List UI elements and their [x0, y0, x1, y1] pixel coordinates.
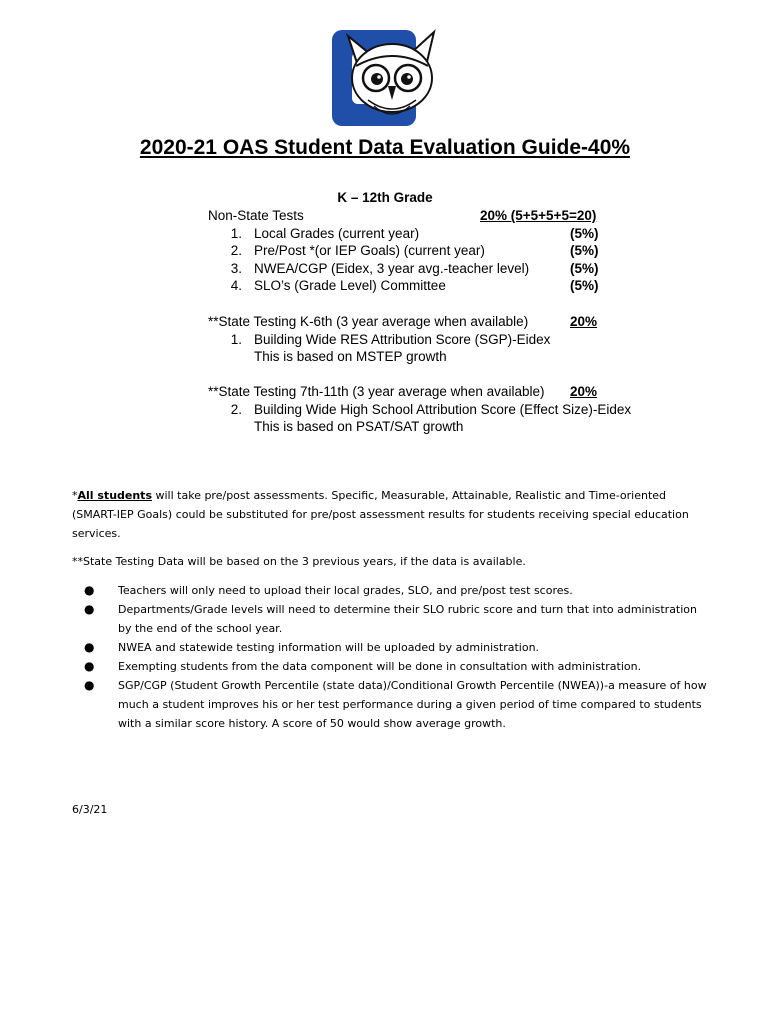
list-item	[72, 657, 712, 676]
bullet-dot-icon: ●	[84, 583, 95, 597]
all-students-emphasis: All students	[77, 489, 152, 502]
list-item	[72, 638, 712, 657]
bullet-text: Departments/Grade levels will need to determine their SLO rubric score and turn that into administration by the end of the school year.	[118, 603, 698, 635]
list-number: 4.	[230, 278, 242, 293]
list-number: 2.	[230, 243, 242, 258]
bullet-dot-icon: ●	[84, 678, 95, 692]
state-k6-item: Building Wide RES Attribution Score (SGP)-Eidex	[254, 332, 551, 347]
state-7-11-pct: 20%	[570, 384, 598, 399]
non-state-item: Local Grades (current year)	[254, 226, 420, 241]
non-state-item: NWEA/CGP (Eidex, 3 year avg.-teacher level)	[254, 261, 530, 276]
page-title: 2020-21 OAS Student Data Evaluation Guide-40%	[139, 136, 631, 159]
non-state-item: SLO’s (Grade Level) Committee	[254, 278, 446, 293]
state-k6-label: **State Testing K-6th (3 year average when available)	[208, 314, 529, 329]
grade-heading: K – 12th Grade	[337, 190, 433, 205]
non-state-item-pct: (5%)	[570, 226, 599, 241]
document-date: 6/3/21	[72, 803, 108, 816]
state-testing-note: **State Testing Data will be based on the 3 previous years, if the data is available.	[72, 555, 526, 568]
non-state-item-pct: (5%)	[570, 278, 599, 293]
owl-logo	[318, 26, 444, 130]
state-7-11-item: Building Wide High School Attribution Score (Effect Size)-Eidex	[254, 402, 632, 417]
non-state-label: Non-State Tests	[208, 208, 304, 223]
bullet-dot-icon: ●	[84, 602, 95, 616]
state-7-11-note: This is based on PSAT/SAT growth	[254, 419, 464, 434]
bullet-dot-icon: ●	[84, 640, 95, 654]
list-item	[72, 600, 712, 638]
non-state-item-pct: (5%)	[570, 261, 599, 276]
state-k6-pct: 20%	[570, 314, 598, 329]
non-state-item: Pre/Post *(or IEP Goals) (current year)	[254, 243, 485, 258]
bullet-list	[72, 581, 712, 733]
list-item	[72, 581, 712, 600]
bullet-text: SGP/CGP (Student Growth Percentile (state data)/Conditional Growth Percentile (NWEA))-a measure of how much a student improves his or her test performance during a given period of time compared to students with a similar score history. A score of 50 would show average growth.	[118, 679, 707, 730]
bullet-dot-icon: ●	[84, 659, 95, 673]
non-state-total: 20% (5+5+5+5=20)	[480, 208, 597, 223]
note-star: *	[72, 489, 78, 502]
list-item	[72, 676, 712, 733]
bullet-text: Exempting students from the data component will be done in consultation with administration.	[118, 660, 642, 673]
bullet-text: NWEA and statewide testing information will be uploaded by administration.	[118, 641, 540, 654]
list-number: 1.	[230, 226, 242, 241]
list-number: 3.	[230, 261, 242, 276]
list-number: 2.	[230, 402, 242, 417]
state-k6-note: This is based on MSTEP growth	[254, 349, 447, 364]
bullet-text: Teachers will only need to upload their local grades, SLO, and pre/post test scores.	[118, 584, 573, 597]
all-students-text: will take pre/post assessments. Specific, Measurable, Attainable, Realistic and Time-oriented (SMART-IEP Goals) could be substituted for pre/post assessment results for students receiving special education services.	[72, 489, 689, 540]
all-students-note	[72, 486, 712, 543]
state-7-11-label: **State Testing 7th-11th (3 year average when available)	[208, 384, 545, 399]
non-state-item-pct: (5%)	[570, 243, 599, 258]
list-number: 1.	[230, 332, 242, 347]
